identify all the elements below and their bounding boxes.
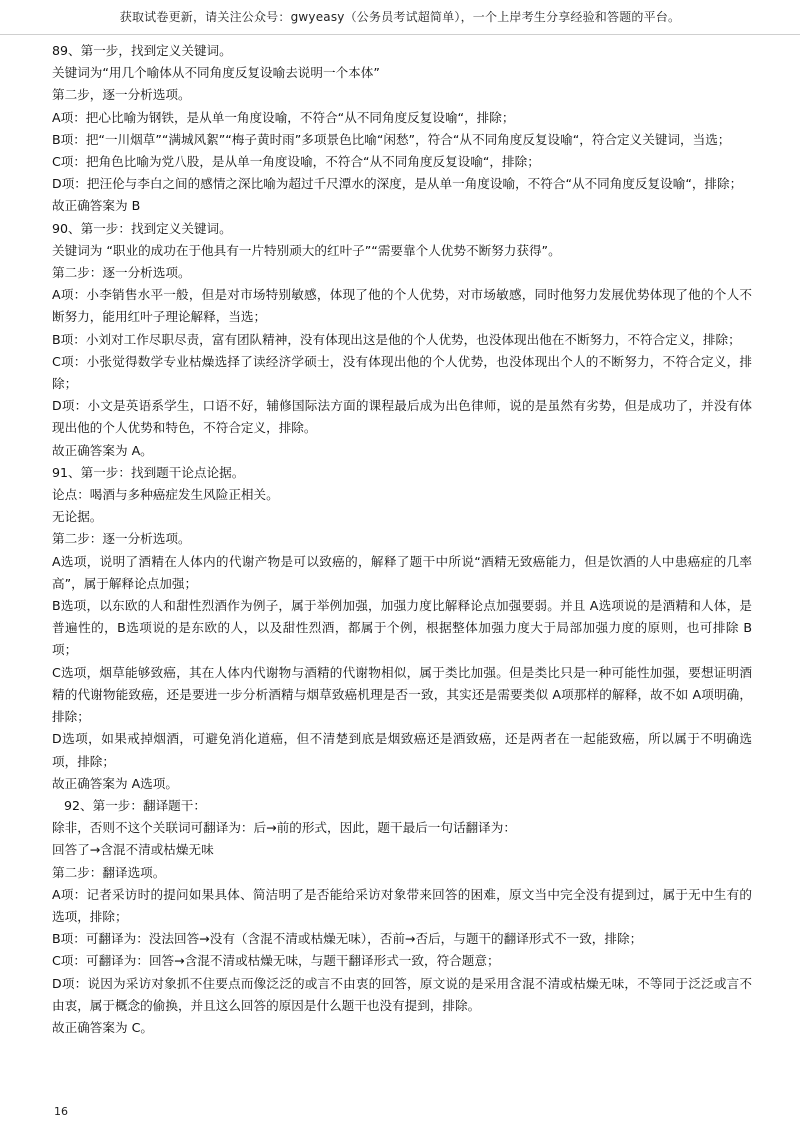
text-line: 92、第一步：翻译题干： <box>64 797 206 813</box>
text-line: A项：记者采访时的提问如果具体、简洁明了是否能给采访对象带来回答的困难，原文当中完全没有提到过，属于无中生有的选项，排除； <box>52 886 752 924</box>
text-line: 第二步：翻译选项。 <box>52 864 166 880</box>
text-line: C项：小张觉得数学专业枯燥选择了读经济学硕士，没有体现出他的个人优势，也没体现出个人的不断努力，不符合定义，排除； <box>52 353 752 392</box>
text-line: D项：小文是英语系学生，口语不好，辅修国际法方面的课程最后成为出色律师，说的是虽然有劣势，但是成功了，并没有体现出他的个人优势和特色，不符合定义，排除。 <box>52 398 752 436</box>
text-line: 89、第一步，找到定义关键词。 <box>52 43 232 58</box>
text-line: D项：说因为采访对象抓不住要点而像泛泛的或言不由衷的回答，原文说的是采用含混不清或枯燥无味，不等同于泛泛或言不由衷，属于概念的偷换，并且这么回答的原因是什么题干也没有提到，排除。 <box>52 975 752 1013</box>
text-line: 91、第一步：找到题干论点论据。 <box>52 464 245 480</box>
text-line: 第二步：逐一分析选项。 <box>52 265 191 281</box>
text-line: 故正确答案为 A。 <box>52 442 153 458</box>
text-line: B项：小刘对工作尽职尽责，富有团队精神，没有体现出这是他的个人优势，也没体现出他在不断努力，不符合定义，排除； <box>52 331 741 347</box>
text-line: A项：把心比喻为钢铁，是从单一角度设喻，不符合“从不同角度反复设喻“，排除； <box>52 109 515 125</box>
page-number: 16 <box>54 1105 68 1118</box>
text-line: 回答了→含混不清或枯燥无味 <box>52 842 214 858</box>
text-line: B选项，以东欧的人和甜性烈酒作为例子，属于举例加强，加强力度比解释论点加强要弱。并且 A选项说的是酒精和人体，是普遍性的，B选项说的是东欧的人，以及甜性烈酒，都属于个例，根据整体加强力度大于局部加强力度的原则，也可排除 B项； <box>52 598 752 658</box>
text-line: 90、第一步：找到定义关键词。 <box>52 220 232 236</box>
text-line: 关键词为 “职业的成功在于他具有一片特别顽大的红叶子”“需要靠个人优势不断努力获得”。 <box>52 242 561 258</box>
text-line: D选项，如果戒掉烟酒，可避免消化道癌，但不清楚到底是烟致癌还是酒致癌，还是两者在一起能致癌，所以属于不明确选项，排除； <box>52 731 752 769</box>
text-line: B项：把“一川烟草”“满城风絮”“梅子黄时雨”多项景色比喻“闲愁”，符合“从不同角度反复设喻“，符合定义关键词，当选； <box>52 131 731 147</box>
text-line: 故正确答案为 B <box>52 198 141 214</box>
text-line: 论点：喝酒与多种癌症发生风险正相关。 <box>52 487 279 503</box>
text-line: 故正确答案为 C。 <box>52 1019 153 1035</box>
text-line: A项：小李销售水平一般，但是对市场特别敏感，体现了他的个人优势，对市场敏感，同时他努力发展优势体现了他的个人不断努力，能用红叶子理论解释，当选； <box>52 287 752 325</box>
text-line: C项：把角色比喻为党八股，是从单一角度设喻，不符合“从不同角度反复设喻“，排除； <box>52 154 540 170</box>
text-line: B项：可翻译为：没法回答→没有（含混不清或枯燥无味），否前→否后，与题干的翻译形式不一致，排除； <box>52 931 643 947</box>
text-line: 除非，否则不这个关联词可翻译为：后→前的形式，因此，题干最后一句话翻译为： <box>52 820 516 836</box>
text-line: 第二步：逐一分析选项。 <box>52 531 191 547</box>
answer-explanation-body <box>52 40 752 1039</box>
text-line: C选项，烟草能够致癌，其在人体内代谢物与酒精的代谢物相似，属于类比加强。但是类比只是一种可能性加强，要想证明酒精的代谢物能致癌，还是要进一步分析酒精与烟草致癌机理是否一致，其实还是需要类似 A项那样的解释，故不如 A项明确，排除； <box>52 664 752 725</box>
page-header-banner: 获取试卷更新，请关注公众号：gwyeasy（公务员考试超简单），一个上岸考生分享经验和答题的平台。 <box>0 0 800 35</box>
text-line: 第二步，逐一分析选项。 <box>52 87 191 103</box>
text-line: C项：可翻译为：回答→含混不清或枯燥无味，与题干翻译形式一致，符合题意； <box>52 953 500 969</box>
text-line: A选项，说明了酒精在人体内的代谢产物是可以致癌的，解释了题干中所说“酒精无致癌能力，但是饮酒的人中患癌症的几率高”，属于解释论点加强； <box>52 553 752 591</box>
text-line: 无论据。 <box>52 509 103 525</box>
text-line: 故正确答案为 A选项。 <box>52 775 178 791</box>
text-line: D项：把汪伦与李白之间的感情之深比喻为超过千尺潭水的深度，是从单一角度设喻，不符合“从不同角度反复设喻“，排除； <box>52 176 743 192</box>
text-line: 关键词为“用几个喻体从不同角度反复设喻去说明一个本体” <box>52 65 380 81</box>
